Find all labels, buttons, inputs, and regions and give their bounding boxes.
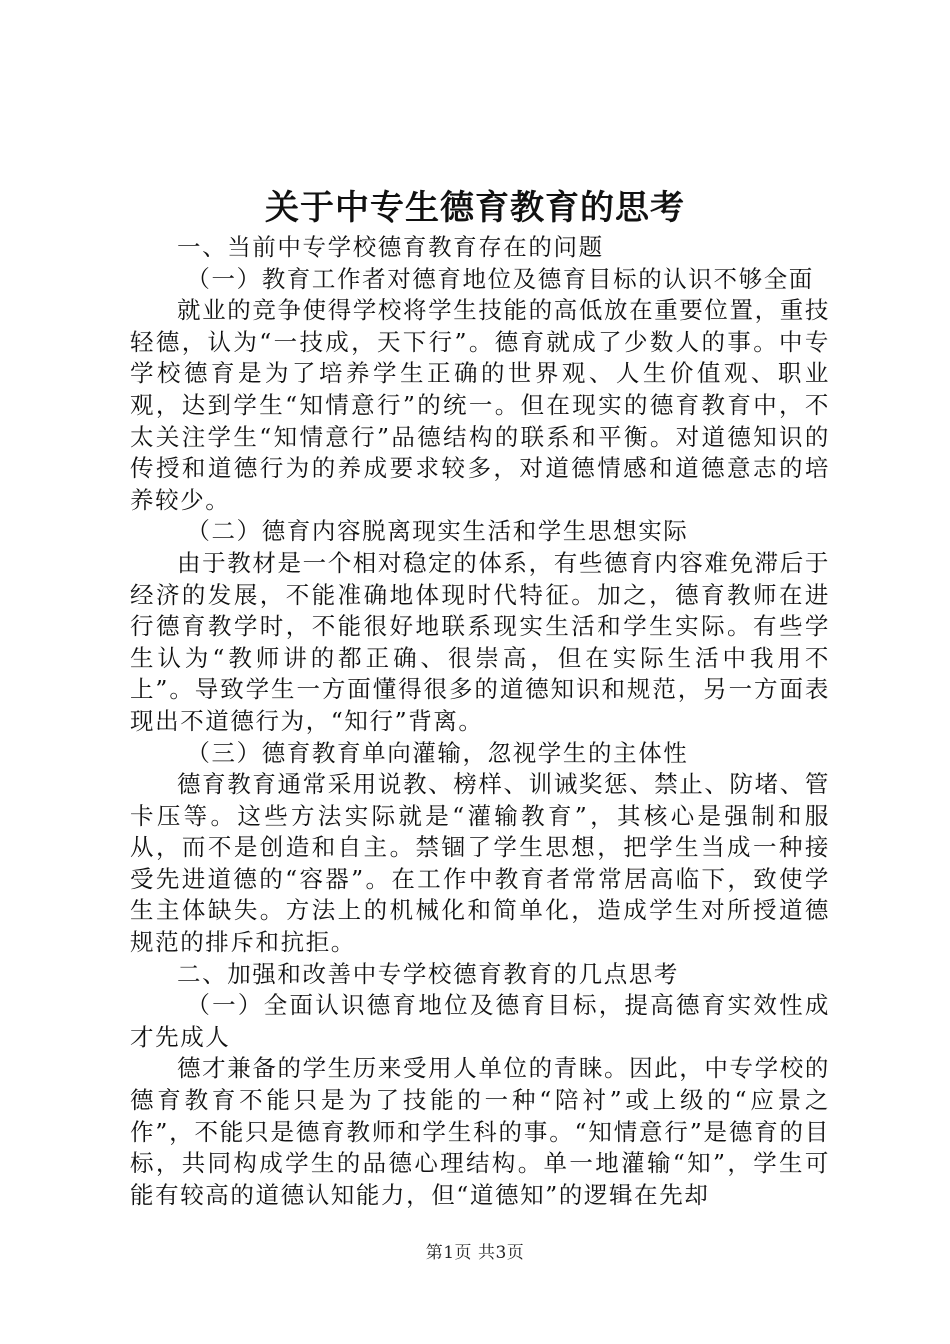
page-footer: 第1页 共3页: [425, 1243, 525, 1263]
subsection-heading: （一）教育工作者对德育地位及德育目标的认识不够全面: [186, 264, 814, 293]
subsection-heading: （三）德育教育单向灌输，忽视学生的主体性: [186, 738, 689, 767]
body-paragraph: 德才兼备的学生历来受用人单位的青睐。因此，中专学校的德育教育不能只是为了技能的一种“陪衬”或上级的“应景之作”，不能只是德育教师和学生科的事。“知情意行”是德育的目标，共同构成学生的品德心理结构。单一地灌输“知”，学生可能有较高的道德认知能力，但“道德知”的逻辑在先却: [130, 1054, 830, 1209]
subsection-heading: （一）全面认识德育地位及德育目标，提高德育实效性成才先成人: [130, 991, 830, 1051]
body-paragraph: 由于教材是一个相对稳定的体系，有些德育内容难免滞后于经济的发展，不能准确地体现时代特征。加之，德育教师在进行德育教学时，不能很好地联系现实生活和学生实际。有些学生认为“教师讲的都正确、很崇高，但在实际生活中我用不上”。导致学生一方面懂得很多的道德知识和规范，另一方面表现出不道德行为，“知行”背离。: [130, 548, 830, 735]
body-paragraph: 德育教育通常采用说教、榜样、训诫奖惩、禁止、防堵、管卡压等。这些方法实际就是“灌输教育”，其核心是强制和服从，而不是创造和自主。禁锢了学生思想，把学生当成一种接受先进道德的“容器”。在工作中教育者常常居高临下，致使学生主体缺失。方法上的机械化和简单化，造成学生对所授道德规范的排斥和抗拒。: [130, 770, 830, 957]
section-heading: 一、当前中专学校德育教育存在的问题: [177, 233, 604, 261]
document-title: 关于中专生德育教育的思考: [265, 188, 685, 228]
subsection-heading: （二）德育内容脱离现实生活和学生思想实际: [186, 517, 689, 546]
body-paragraph: 就业的竞争使得学校将学生技能的高低放在重要位置，重技轻德，认为“一技成，天下行”。德育就成了少数人的事。中专学校德育是为了培养学生正确的世界观、人生价值观、职业观，达到学生“知情意行”的统一。但在现实的德育教育中，不太关注学生“知情意行”品德结构的联系和平衡。对道德知识的传授和道德行为的养成要求较多，对道德情感和道德意志的培养较少。: [130, 296, 830, 514]
document-body: [130, 232, 830, 1211]
section-heading: 二、加强和改善中专学校德育教育的几点思考: [177, 959, 679, 988]
